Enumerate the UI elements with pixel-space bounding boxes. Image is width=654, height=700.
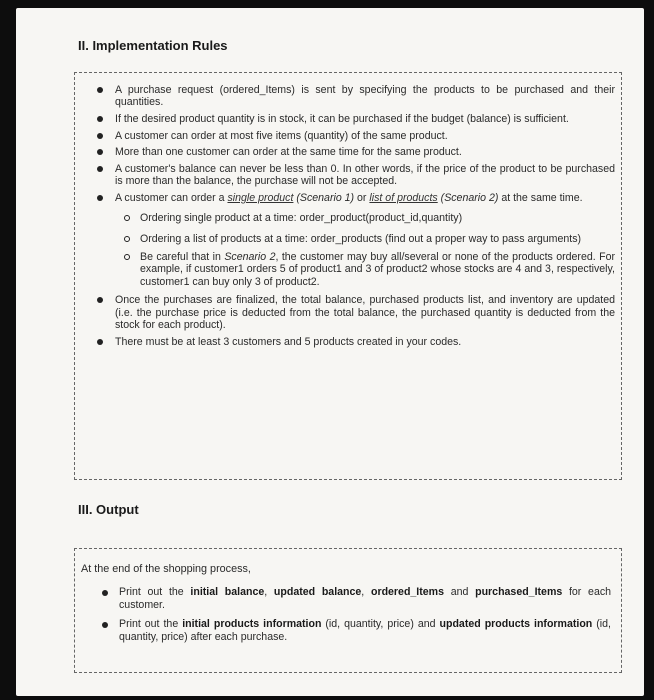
scenario-2-label: (Scenario 2) [437, 191, 499, 204]
output-item [75, 618, 611, 644]
rule-item [75, 113, 615, 125]
document-page [16, 8, 644, 696]
list-of-products-link[interactable]: list of products [369, 191, 438, 204]
output-text: Print out the [119, 618, 183, 630]
rule-text: Once the purchases are finalized, the total balance, purchased products list, and inventory are updated (i.e. the purchase price is deducted from the total balance, the purchased quantity is deducted from the stock for each product). [115, 294, 615, 331]
subrule-item [75, 251, 615, 289]
rule-item [75, 294, 615, 331]
output-box [74, 548, 622, 673]
single-product-link[interactable]: single product [227, 191, 294, 204]
rule-item [75, 336, 615, 348]
ordered-items-term: ordered_Items [370, 586, 444, 598]
scenario-1-label: (Scenario 1) [293, 191, 355, 204]
rules-list [75, 73, 621, 348]
bullet-icon [97, 297, 103, 303]
initial-products-info-term: initial products information [182, 618, 322, 630]
output-text: , [264, 586, 274, 598]
bullet-icon [97, 149, 103, 155]
section-title-output: III. Output [78, 502, 139, 517]
output-item [75, 586, 611, 612]
subrule-text: Ordering a list of products at a time: order_products (find out a proper way to pass arguments) [140, 232, 582, 245]
subrule-text: Ordering single product at a time: order_product(product_id,quantity) [140, 211, 463, 224]
section-title-implementation-rules: II. Implementation Rules [78, 38, 228, 53]
hollow-bullet-icon [124, 254, 130, 260]
hollow-bullet-icon [124, 215, 130, 221]
rule-text: A customer's balance can never be less than 0. In other words, if the price of the product to be purchased is more than the balance, the purchase will not be accepted. [115, 163, 615, 188]
output-text: (id, quantity, price) after each purchase. [119, 618, 611, 643]
rule-text: or [354, 191, 370, 204]
bullet-icon [97, 166, 103, 172]
bullet-icon [97, 116, 103, 122]
bullet-icon [102, 622, 108, 628]
output-text: and [443, 586, 476, 598]
output-intro: At the end of the shopping process, [81, 563, 251, 575]
bullet-icon [97, 339, 103, 345]
output-text: (id, quantity, price) and [321, 618, 440, 630]
hollow-bullet-icon [124, 236, 130, 242]
updated-products-info-term: updated products information [439, 618, 593, 630]
rule-item [75, 84, 615, 108]
rule-text: at the same time. [498, 191, 583, 204]
rule-text: A customer can order a [115, 191, 228, 204]
rule-text: A purchase request (ordered_Items) is sent by specifying the products to be purchased and their quantities. [115, 84, 615, 109]
rule-item [75, 163, 615, 187]
rule-text: There must be at least 3 customers and 5 products created in your codes. [115, 335, 462, 348]
rule-item [75, 146, 615, 158]
output-text: for each customer. [119, 586, 612, 611]
rule-item [75, 130, 615, 142]
output-text: Print out the [119, 586, 191, 598]
bullet-icon [97, 195, 103, 201]
bullet-icon [97, 87, 103, 93]
rules-box [74, 72, 622, 480]
output-list [75, 586, 621, 644]
subrule-text: , the customer may buy all/several or none of the products ordered. For example, if customer1 orders 5 of product1 and 3 of product2 whose stocks are 4 and 3, respectively, customer1 can buy only 3 of product2. [140, 250, 615, 288]
bullet-icon [97, 133, 103, 139]
rule-text: If the desired product quantity is in stock, it can be purchased if the budget (balance) is sufficient. [115, 112, 569, 125]
rule-item-scenarios [75, 192, 615, 204]
rule-text: More than one customer can order at the same time for the same product. [115, 146, 462, 159]
bullet-icon [102, 590, 108, 596]
rule-text: A customer can order at most five items (quantity) of the same product. [115, 129, 448, 142]
subrule-item [75, 230, 615, 249]
purchased-items-term: purchased_Items [475, 586, 563, 598]
scenario-2-label: Scenario 2 [224, 250, 276, 263]
subrule-item [75, 209, 615, 228]
subrule-text: Be careful that in [140, 250, 225, 263]
initial-balance-term: initial balance [190, 586, 265, 598]
output-text: , [361, 586, 371, 598]
updated-balance-term: updated balance [273, 586, 362, 598]
